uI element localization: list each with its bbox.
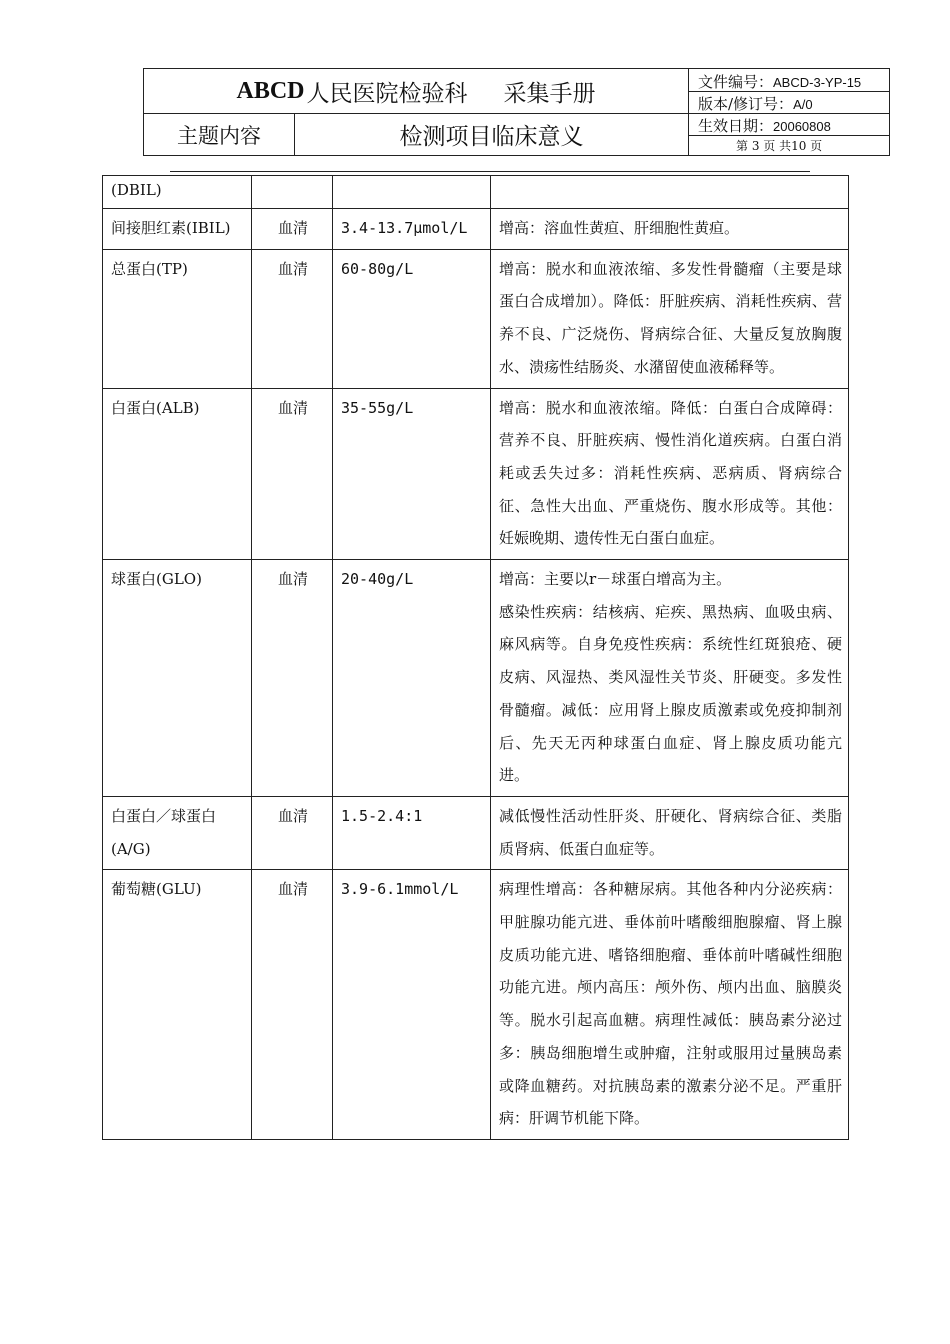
specimen	[252, 176, 333, 209]
item-name: 白蛋白(ALB)	[103, 388, 252, 560]
clinical-significance	[491, 560, 849, 797]
table-row	[103, 796, 849, 869]
reference-range: 3.9-6.1mmol/L	[333, 870, 491, 1140]
header-divider	[688, 69, 689, 155]
effective-date-value: 20060808	[773, 119, 831, 134]
specimen: 血清	[252, 796, 333, 869]
header-rule	[170, 171, 810, 172]
table-row	[103, 249, 849, 388]
clinical-significance: 增高：脱水和血液浓缩、多发性骨髓瘤（主要是球蛋白合成增加）。降低：肝脏疾病、消耗性疾病、营养不良、广泛烧伤、肾病综合征、大量反复放胸腹水、溃疡性结肠炎、水潴留使血液稀释等。	[491, 249, 849, 388]
document-header	[143, 68, 890, 156]
version	[698, 93, 813, 114]
table-row	[103, 870, 849, 1140]
specimen: 血清	[252, 209, 333, 250]
org-name: 人民医院检验科	[306, 81, 468, 107]
test-items-table	[102, 175, 849, 1140]
effective-date	[698, 115, 831, 136]
page-number: 第 3 页 共10 页	[736, 139, 823, 153]
reference-range: 35-55g/L	[333, 388, 491, 560]
version-value: A/0	[793, 97, 813, 112]
item-name: 间接胆红素(IBIL)	[103, 209, 252, 250]
significance-line: 增高：主要以r－球蛋白增高为主。	[499, 570, 732, 589]
specimen: 血清	[252, 560, 333, 797]
table-row	[103, 388, 849, 560]
clinical-significance: 增高：溶血性黄疸、肝细胞性黄疸。	[491, 209, 849, 250]
doc-number-label: 文件编号：	[698, 73, 774, 91]
clinical-significance: 增高：脱水和血液浓缩。降低：白蛋白合成障碍：营养不良、肝脏疾病、慢性消化道疾病。白蛋白消耗或丢失过多：消耗性疾病、恶病质、肾病综合征、急性大出血、严重烧伤、腹水形成等。其他：妊娠晚期、遗传性无白蛋白血症。	[491, 388, 849, 560]
manual-title	[144, 69, 688, 114]
specimen: 血清	[252, 249, 333, 388]
version-label: 版本/修订号：	[698, 95, 794, 113]
reference-range: 20-40g/L	[333, 560, 491, 797]
topic-label: 主题内容	[177, 124, 261, 148]
specimen: 血清	[252, 870, 333, 1140]
reference-range: 60-80g/L	[333, 249, 491, 388]
manual-name: 采集手册	[503, 81, 596, 107]
doc-number	[698, 71, 861, 92]
reference-range: 3.4-13.7μmol/L	[333, 209, 491, 250]
item-name: 葡萄糖(GLU)	[103, 870, 252, 1140]
table-row	[103, 209, 849, 250]
clinical-significance	[491, 176, 849, 209]
subject-title: 检测项目临床意义	[399, 123, 584, 150]
clinical-significance: 减低慢性活动性肝炎、肝硬化、肾病综合征、类脂质肾病、低蛋白血症等。	[491, 796, 849, 869]
effective-date-label: 生效日期：	[698, 117, 774, 135]
significance-line: 感染性疾病：结核病、疟疾、黑热病、血吸虫病、麻风病等。自身免疫性疾病：系统性红斑狼疮、硬皮病、风湿热、类风湿性关节炎、肝硬变。多发性骨髓瘤。减低：应用肾上腺皮质激素或免疫抑制剂后、先天无丙种球蛋白血症、肾上腺皮质功能亢进。	[499, 602, 842, 785]
item-name: 白蛋白／球蛋白(A/G)	[103, 796, 252, 869]
item-name: (DBIL)	[103, 176, 252, 209]
table-row	[103, 176, 849, 209]
specimen: 血清	[252, 388, 333, 560]
item-name: 球蛋白(GLO)	[103, 560, 252, 797]
reference-range	[333, 176, 491, 209]
doc-number-value: ABCD-3-YP-15	[773, 75, 862, 90]
org-code: ABCD	[236, 78, 305, 104]
table-row	[103, 560, 849, 797]
item-name: 总蛋白(TP)	[103, 249, 252, 388]
reference-range: 1.5-2.4:1	[333, 796, 491, 869]
clinical-significance: 病理性增高：各种糖尿病。其他各种内分泌疾病：甲脏腺功能亢进、垂体前叶嗜酸细胞腺瘤、肾上腺皮质功能亢进、嗜铬细胞瘤、垂体前叶嗜碱性细胞功能亢进。颅内高压：颅外伤、颅内出血、脑膜炎等。脱水引起高血糖。病理性减低：胰岛素分泌过多：胰岛细胞增生或肿瘤，注射或服用过量胰岛素或降血糖药。对抗胰岛素的激素分泌不足。严重肝病：肝调节机能下降。	[491, 870, 849, 1140]
